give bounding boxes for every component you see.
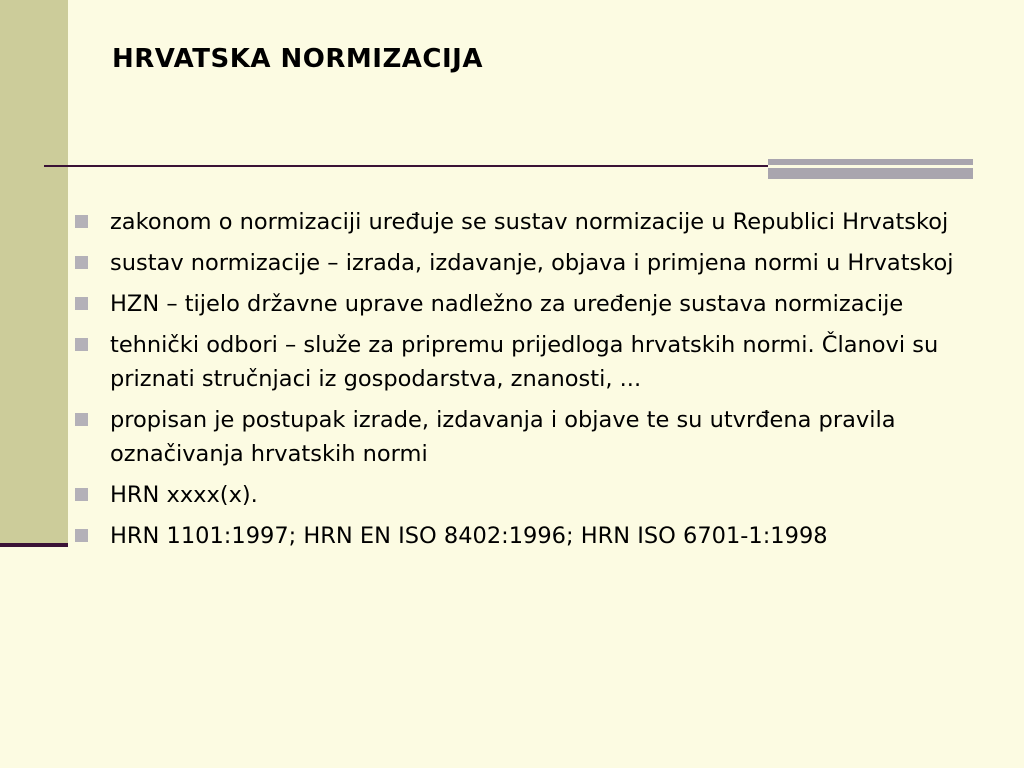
bullet-item xyxy=(72,205,972,239)
square-bullet-icon xyxy=(75,529,88,542)
bullet-item xyxy=(72,328,972,396)
bullet-text: HRN xxxx(x). xyxy=(110,482,258,508)
bullet-item xyxy=(72,403,972,471)
accent-band-bottom xyxy=(768,168,973,179)
square-bullet-icon xyxy=(75,215,88,228)
bullet-item xyxy=(72,519,972,553)
side-divider xyxy=(0,543,68,547)
square-bullet-icon xyxy=(75,413,88,426)
square-bullet-icon xyxy=(75,256,88,269)
bullet-text: tehnički odbori – služe za pripremu prijedloga hrvatskih normi. Članovi su priznati stručnjaci iz gospodarstva, znanosti, ... xyxy=(110,332,939,392)
bullet-text: propisan je postupak izrade, izdavanja i objave te su utvrđena pravila označivanja hrvatskih normi xyxy=(110,407,896,467)
square-bullet-icon xyxy=(75,488,88,501)
accent-band-top xyxy=(768,159,973,165)
bullet-text: HZN – tijelo državne uprave nadležno za uređenje sustava normizacije xyxy=(110,291,904,317)
bullet-text: sustav normizacije – izrada, izdavanje, objava i primjena normi u Hrvatskoj xyxy=(110,250,954,276)
bullet-item xyxy=(72,287,972,321)
square-bullet-icon xyxy=(75,338,88,351)
slide-title: HRVATSKA NORMIZACIJA xyxy=(112,44,483,74)
square-bullet-icon xyxy=(75,297,88,310)
side-stripe xyxy=(0,0,68,546)
bullet-list xyxy=(72,205,972,560)
bullet-text: zakonom o normizaciji uređuje se sustav normizacije u Republici Hrvatskoj xyxy=(110,209,949,235)
accent-bar xyxy=(768,159,973,179)
bullet-text: HRN 1101:1997; HRN EN ISO 8402:1996; HRN ISO 6701-1:1998 xyxy=(110,523,828,549)
bullet-item xyxy=(72,246,972,280)
bullet-item xyxy=(72,478,972,512)
title-divider xyxy=(44,165,768,167)
